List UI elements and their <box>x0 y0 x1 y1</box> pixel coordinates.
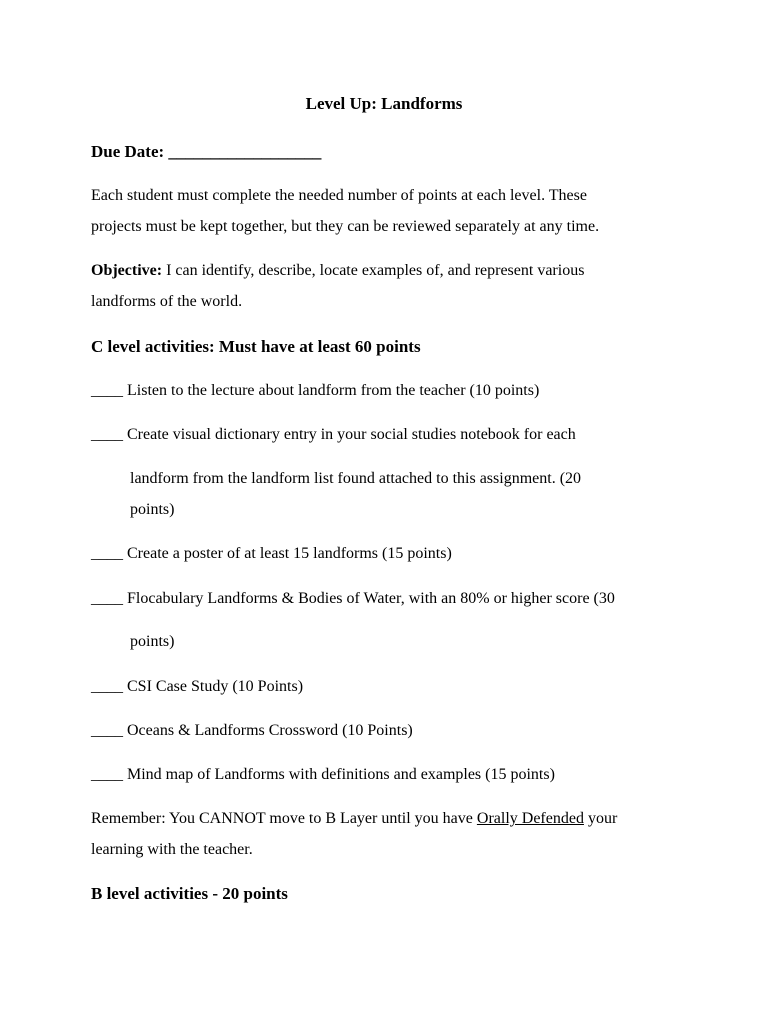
checkbox-blank: ____ <box>91 545 123 562</box>
due-date-line <box>91 142 321 162</box>
objective-label: Objective: <box>91 262 163 279</box>
c-level-heading: C level activities: Must have at least 60 points <box>91 337 421 356</box>
reminder-line-1 <box>91 809 617 829</box>
c-level-item-2 <box>91 425 576 445</box>
reminder-text-end: your <box>583 810 618 827</box>
c-level-item-2-line-2: landform from the landform list found attached to this assignment. (20 <box>130 470 582 487</box>
item-text: Oceans & Landforms Crossword (10 Points) <box>127 722 413 739</box>
item-text: Create visual dictionary entry in your social studies notebook for each <box>127 426 576 443</box>
intro-line-1: Each student must complete the needed number of points at each level. These <box>91 187 587 204</box>
objective-line-1 <box>91 261 584 281</box>
objective-line-2: landforms of the world. <box>91 293 243 310</box>
due-date-blank: __________________ <box>168 142 322 161</box>
checkbox-blank: ____ <box>91 766 123 783</box>
checkbox-blank: ____ <box>91 382 123 399</box>
checkbox-blank: ____ <box>91 426 123 443</box>
item-text: Mind map of Landforms with definitions and examples (15 points) <box>127 766 555 783</box>
c-level-item-7 <box>91 765 555 785</box>
objective-text: I can identify, describe, locate examples of, and represent various <box>162 262 585 279</box>
c-level-item-2-line-3: points) <box>130 501 175 518</box>
item-text: Listen to the lecture about landform from the teacher (10 points) <box>127 382 540 399</box>
c-level-item-4 <box>91 589 615 609</box>
item-text: CSI Case Study (10 Points) <box>127 678 304 695</box>
item-text: Flocabulary Landforms & Bodies of Water, with an 80% or higher score (30 <box>127 590 615 607</box>
intro-line-2: projects must be kept together, but they can be reviewed separately at any time. <box>91 218 600 235</box>
c-level-item-6 <box>91 721 413 741</box>
checkbox-blank: ____ <box>91 678 123 695</box>
document-title: Level Up: Landforms <box>305 94 463 113</box>
item-text: Create a poster of at least 15 landforms (15 points) <box>127 545 452 562</box>
reminder-text-start: Remember: You CANNOT move to B Layer until you have <box>91 810 477 827</box>
c-level-item-5 <box>91 677 303 697</box>
c-level-item-4-line-2: points) <box>130 633 175 650</box>
due-date-label: Due Date: <box>91 142 165 161</box>
b-level-heading: B level activities - 20 points <box>91 884 288 903</box>
checkbox-blank: ____ <box>91 722 123 739</box>
checkbox-blank: ____ <box>91 590 123 607</box>
reminder-line-2: learning with the teacher. <box>91 841 253 858</box>
c-level-item-1 <box>91 381 539 401</box>
orally-defended-underlined: Orally Defended <box>476 810 584 827</box>
c-level-item-3 <box>91 544 452 564</box>
